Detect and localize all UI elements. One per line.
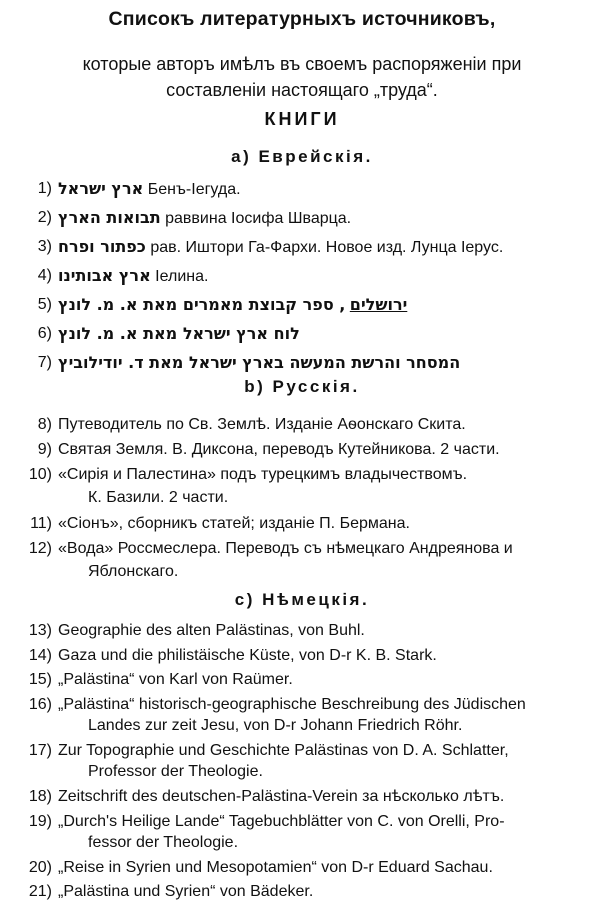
- entry-author: рав. Иштори Га-Фархи. Новое изд. Лунца Іерус.: [150, 239, 504, 256]
- section-c-heading: c) Нѣмецкія.: [234, 590, 370, 609]
- entry-text: Geographie des alten Palästinas, von Buhl.: [58, 622, 365, 639]
- entry-text-continued: Яблонскаго.: [88, 563, 179, 580]
- entry-number: 17): [28, 742, 52, 759]
- entry-number: 10): [28, 466, 52, 483]
- hebrew-title: לוח ארץ ישראל מאת א. מ. לונץ: [58, 324, 300, 343]
- entry-number: 19): [28, 813, 52, 830]
- entry-text: [58, 206, 351, 230]
- entry-number: 21): [28, 883, 52, 900]
- section-b-heading: b) Русскія.: [244, 377, 360, 396]
- entry-text: «Вода» Россмеслера. Переводъ съ нѣмецкаго Андреянова и: [58, 540, 513, 557]
- entry-number: 3): [37, 238, 52, 255]
- entry-text: [58, 322, 300, 346]
- hebrew-title: תבואות הארץ: [58, 208, 161, 227]
- entry-text: „Durch's Heilige Lande“ Tagebuchblätter von C. von Orelli, Pro-: [58, 813, 505, 830]
- section-a-heading: а) Еврейскія.: [231, 147, 373, 166]
- hebrew-text: , ספר קבוצת מאמרים מאת א. מ. לונץ: [58, 295, 346, 314]
- entry-number: 15): [28, 671, 52, 688]
- entry-author: раввина Іосифа Шварца.: [165, 210, 352, 227]
- entry-text-continued: К. Базили. 2 части.: [88, 489, 229, 506]
- entry-text-continued: fessor der Theologie.: [88, 834, 239, 851]
- entry-text: „Palästina“ historisch-geographische Beschreibung des Jüdischen: [58, 696, 526, 713]
- entry-text: Zur Topographie und Geschichte Palästinas von D. A. Schlatter,: [58, 742, 509, 759]
- books-heading: КНИГИ: [264, 109, 340, 129]
- entry-number: 11): [30, 515, 52, 532]
- entry-text: „Palästina und Syrien“ von Bädeker.: [58, 883, 314, 900]
- hebrew-title: ארץ אבותינו: [58, 266, 151, 285]
- hebrew-title: כפתור ופרח: [58, 237, 146, 256]
- entry-author: Іелина.: [155, 268, 209, 285]
- entry-number: 1): [37, 180, 52, 197]
- entry-number: 8): [37, 416, 52, 433]
- entry-number: 14): [28, 647, 52, 664]
- entry-number: 7): [37, 354, 52, 371]
- entry-number: 20): [28, 859, 52, 876]
- entry-text: Святая Земля. В. Диксона, переводъ Кутейникова. 2 части.: [58, 441, 500, 458]
- entry-text: [58, 177, 241, 201]
- entry-number: 6): [37, 325, 52, 342]
- entry-text: „Palästina“ von Karl von Raümer.: [58, 671, 293, 688]
- entry-number: 16): [28, 696, 52, 713]
- entry-number: 18): [28, 788, 52, 805]
- entry-author: Бенъ-Іегуда.: [147, 181, 241, 198]
- entry-text: «Сіонъ», сборникъ статей; изданіе П. Бермана.: [58, 515, 410, 532]
- entry-text: Путеводитель по Св. Землѣ. Изданіе Аѳонскаго Скита.: [58, 416, 466, 433]
- entry-number: 13): [28, 622, 52, 639]
- hebrew-title: ארץ ישראל: [58, 179, 144, 198]
- entry-text: [58, 293, 407, 317]
- entry-text: [58, 351, 460, 375]
- entry-text: «Сирія и Палестина» подъ турецкимъ владычествомъ.: [58, 466, 468, 483]
- entry-number: 5): [37, 296, 52, 313]
- entry-number: 12): [28, 540, 52, 557]
- entry-text: Gaza und die philistäische Küste, von D-r K. B. Stark.: [58, 647, 437, 664]
- entry-text: [58, 235, 503, 259]
- entry-text-continued: Professor der Theologie.: [88, 763, 263, 780]
- hebrew-title: המסחר והרשת המעשה בארץ ישראל מאת ד. יודילוביץ: [58, 353, 461, 372]
- entry-text: Zeitschrift des deutschen-Palästina-Verein за нѣсколько лѣтъ.: [58, 788, 505, 805]
- entry-text: [58, 264, 208, 288]
- entry-text-continued: Landes zur zeit Jesu, von D-r Johann Friedrich Röhr.: [88, 717, 463, 734]
- subtitle-line-2: составленіи настоящаго „труда“.: [166, 80, 438, 100]
- entry-number: 2): [37, 209, 52, 226]
- hebrew-title: ירושלים: [349, 295, 408, 314]
- page-title: Списокъ литературныхъ источниковъ,: [108, 8, 496, 30]
- entry-number: 9): [37, 441, 52, 458]
- entry-number: 4): [37, 267, 52, 284]
- subtitle-line-1: которые авторъ имѣлъ въ своемъ распоряженіи при: [82, 54, 522, 74]
- entry-text: „Reise in Syrien und Mesopotamien“ von D-r Eduard Sachau.: [58, 859, 493, 876]
